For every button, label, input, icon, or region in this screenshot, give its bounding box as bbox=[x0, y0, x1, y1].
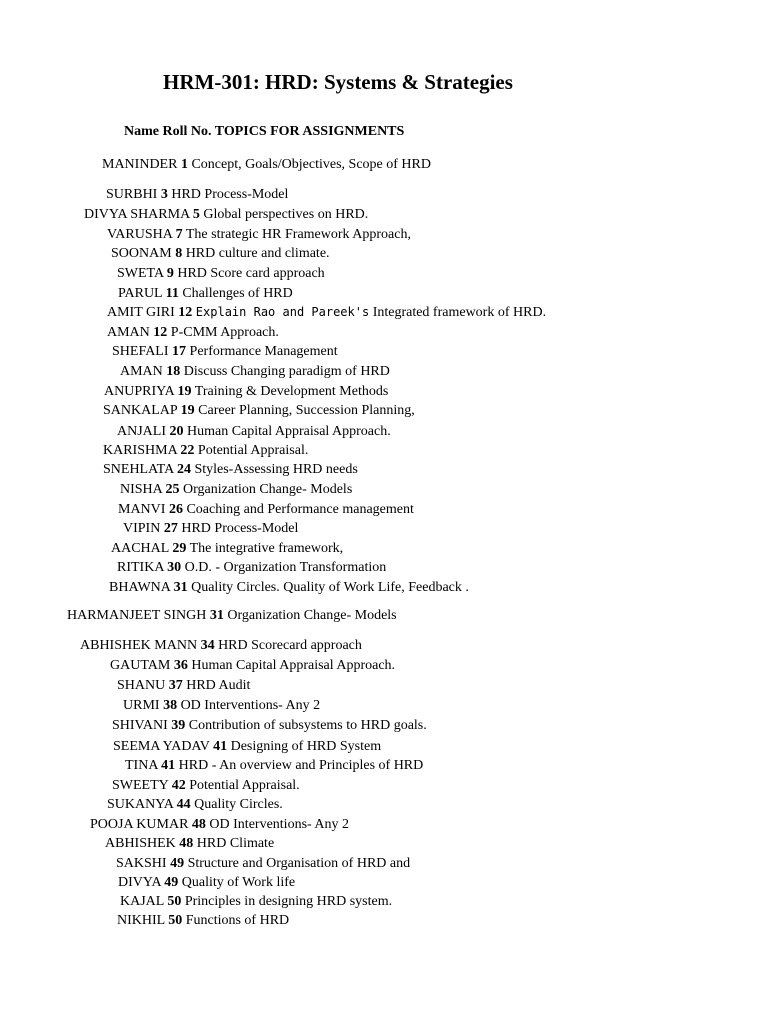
student-name: SHIVANI bbox=[112, 718, 168, 733]
student-name: SURBHI bbox=[106, 187, 158, 202]
student-name: KAJAL bbox=[120, 894, 164, 909]
assignment-topic: HRD culture and climate. bbox=[185, 246, 330, 261]
assignment-topic-continued: Integrated framework of HRD. bbox=[372, 305, 547, 320]
roll-number: 29 bbox=[172, 541, 187, 556]
assignment-topic: Potential Appraisal. bbox=[189, 778, 300, 793]
assignment-topic: Challenges of HRD bbox=[182, 286, 293, 301]
student-name: SAKSHI bbox=[116, 856, 167, 871]
list-item bbox=[107, 227, 411, 243]
list-item bbox=[111, 246, 330, 262]
student-name: TINA bbox=[125, 758, 158, 773]
roll-number: 24 bbox=[176, 462, 191, 477]
assignment-topic: Principles in designing HRD system. bbox=[184, 894, 393, 909]
list-item bbox=[118, 286, 293, 302]
roll-number: 31 bbox=[173, 580, 188, 595]
roll-number: 9 bbox=[166, 266, 174, 281]
list-item bbox=[112, 344, 338, 360]
roll-number: 34 bbox=[200, 638, 215, 653]
student-name: SWEETY bbox=[112, 778, 169, 793]
student-name: AMAN bbox=[120, 364, 163, 379]
assignment-topic: Organization Change- Models bbox=[227, 608, 397, 623]
roll-number: 11 bbox=[165, 286, 179, 301]
student-name: VARUSHA bbox=[107, 227, 173, 242]
roll-number: 50 bbox=[168, 913, 183, 928]
roll-number: 8 bbox=[175, 246, 183, 261]
roll-number: 48 bbox=[179, 836, 194, 851]
student-name: BHAWNA bbox=[109, 580, 171, 595]
roll-number: 41 bbox=[213, 739, 228, 754]
assignment-topic: O.D. - Organization Transformation bbox=[184, 560, 387, 575]
student-name: SANKALAP bbox=[103, 403, 178, 418]
assignment-topic: HRD Climate bbox=[196, 836, 275, 851]
roll-number: 44 bbox=[176, 797, 191, 812]
roll-number: 36 bbox=[173, 658, 188, 673]
roll-number: 30 bbox=[167, 560, 182, 575]
roll-number: 37 bbox=[168, 678, 183, 693]
roll-number: 5 bbox=[192, 207, 200, 222]
roll-number: 12 bbox=[178, 305, 193, 320]
list-item bbox=[117, 424, 391, 440]
list-item bbox=[102, 157, 431, 173]
assignment-topic: Quality of Work life bbox=[181, 875, 296, 890]
student-name: PARUL bbox=[118, 286, 163, 301]
assignment-topic: The integrative framework, bbox=[189, 541, 344, 556]
roll-number: 17 bbox=[172, 344, 187, 359]
assignment-topic: Global perspectives on HRD. bbox=[203, 207, 369, 222]
list-item bbox=[105, 836, 274, 852]
assignment-topic: HRD Process-Model bbox=[171, 187, 289, 202]
assignment-topic: Performance Management bbox=[189, 344, 338, 359]
roll-number: 22 bbox=[180, 443, 195, 458]
roll-number: 38 bbox=[163, 698, 178, 713]
roll-number: 19 bbox=[180, 403, 195, 418]
assignment-topic: Training & Development Methods bbox=[194, 384, 389, 399]
student-name: MANVI bbox=[118, 502, 166, 517]
column-header: Name Roll No. TOPICS FOR ASSIGNMENTS bbox=[124, 124, 405, 139]
student-name: AMIT GIRI bbox=[107, 305, 175, 320]
student-name: MANINDER bbox=[102, 157, 178, 172]
list-item bbox=[117, 678, 250, 694]
list-item bbox=[111, 541, 343, 557]
list-item bbox=[116, 856, 410, 872]
page-title: HRM-301: HRD: Systems & Strategies bbox=[163, 70, 513, 94]
assignment-topic: Contribution of subsystems to HRD goals. bbox=[188, 718, 427, 733]
roll-number: 42 bbox=[171, 778, 186, 793]
student-name: ABHISHEK MANN bbox=[80, 638, 198, 653]
roll-number: 20 bbox=[169, 424, 184, 439]
list-item bbox=[125, 758, 423, 774]
roll-number: 49 bbox=[170, 856, 185, 871]
assignment-topic: HRD Score card approach bbox=[177, 266, 325, 281]
assignment-topic: HRD Scorecard approach bbox=[218, 638, 362, 653]
student-name: SUKANYA bbox=[107, 797, 174, 812]
list-item bbox=[123, 521, 298, 537]
assignment-topic: Quality Circles. bbox=[194, 797, 283, 812]
list-item bbox=[117, 266, 325, 282]
roll-number: 39 bbox=[171, 718, 186, 733]
assignment-topic: HRD Process-Model bbox=[181, 521, 299, 536]
list-item bbox=[103, 462, 358, 478]
student-name: RITIKA bbox=[117, 560, 164, 575]
roll-number: 27 bbox=[163, 521, 178, 536]
student-name: ANJALI bbox=[117, 424, 166, 439]
assignment-topic: Quality Circles. Quality of Work Life, Feedback . bbox=[191, 580, 469, 595]
assignment-topic: Career Planning, Succession Planning, bbox=[198, 403, 415, 418]
assignment-topic: Styles-Assessing HRD needs bbox=[194, 462, 358, 477]
list-item bbox=[113, 739, 381, 755]
student-name: POOJA KUMAR bbox=[90, 817, 189, 832]
assignment-topic: Designing of HRD System bbox=[230, 739, 382, 754]
list-item bbox=[80, 638, 362, 654]
list-item bbox=[120, 482, 352, 498]
roll-number: 1 bbox=[180, 157, 188, 172]
list-item bbox=[90, 817, 349, 833]
assignment-topic: The strategic HR Framework Approach, bbox=[185, 227, 411, 242]
assignment-topic: P-CMM Approach. bbox=[170, 325, 279, 340]
student-name: DIVYA bbox=[118, 875, 161, 890]
assignment-topic: Functions of HRD bbox=[185, 913, 290, 928]
roll-number: 3 bbox=[160, 187, 168, 202]
roll-number: 41 bbox=[161, 758, 176, 773]
assignment-topic: Discuss Changing paradigm of HRD bbox=[183, 364, 390, 379]
assignment-topic: Human Capital Appraisal Approach. bbox=[187, 424, 391, 439]
list-item bbox=[112, 778, 300, 794]
roll-number: 7 bbox=[175, 227, 183, 242]
assignment-topic: Organization Change- Models bbox=[183, 482, 353, 497]
roll-number: 18 bbox=[166, 364, 181, 379]
assignment-topic: Explain Rao and Pareek's bbox=[195, 305, 370, 319]
student-name: URMI bbox=[123, 698, 160, 713]
assignment-topic: Coaching and Performance management bbox=[186, 502, 414, 517]
list-item bbox=[106, 187, 288, 203]
list-item bbox=[117, 560, 386, 576]
student-name: AMAN bbox=[107, 325, 150, 340]
student-name: HARMANJEET SINGH bbox=[67, 608, 207, 623]
student-name: NIKHIL bbox=[117, 913, 165, 928]
assignment-topic: Human Capital Appraisal Approach. bbox=[191, 658, 396, 673]
roll-number: 49 bbox=[164, 875, 179, 890]
list-item bbox=[118, 502, 414, 518]
roll-number: 31 bbox=[209, 608, 224, 623]
list-item bbox=[107, 325, 279, 341]
roll-number: 48 bbox=[191, 817, 206, 832]
assignment-topic: HRD - An overview and Principles of HRD bbox=[178, 758, 424, 773]
list-item bbox=[67, 608, 397, 624]
list-item bbox=[103, 443, 308, 459]
list-item bbox=[107, 304, 546, 321]
student-name: ANUPRIYA bbox=[104, 384, 175, 399]
roll-number: 26 bbox=[168, 502, 183, 517]
student-name: NISHA bbox=[120, 482, 163, 497]
list-item bbox=[120, 894, 392, 910]
roll-number: 12 bbox=[153, 325, 168, 340]
student-name: DIVYA SHARMA bbox=[84, 207, 190, 222]
assignment-topic: Potential Appraisal. bbox=[197, 443, 309, 458]
student-name: VIPIN bbox=[123, 521, 161, 536]
list-item bbox=[120, 364, 390, 380]
student-name: SHEFALI bbox=[112, 344, 169, 359]
assignment-topic: OD Interventions- Any 2 bbox=[209, 817, 350, 832]
assignment-topic: OD Interventions- Any 2 bbox=[180, 698, 321, 713]
student-name: SOONAM bbox=[111, 246, 172, 261]
student-name: SNEHLATA bbox=[103, 462, 174, 477]
assignment-topic: Concept, Goals/Objectives, Scope of HRD bbox=[191, 157, 431, 172]
list-item bbox=[109, 580, 469, 596]
assignment-topic: Structure and Organisation of HRD and bbox=[187, 856, 411, 871]
roll-number: 25 bbox=[165, 482, 180, 497]
list-item bbox=[117, 913, 289, 929]
student-name: KARISHMA bbox=[103, 443, 177, 458]
list-item bbox=[112, 718, 427, 734]
list-item bbox=[104, 384, 388, 400]
list-item bbox=[103, 403, 415, 419]
student-name: SEEMA YADAV bbox=[113, 739, 210, 754]
list-item bbox=[84, 207, 368, 223]
list-item bbox=[118, 875, 295, 891]
student-name: GAUTAM bbox=[110, 658, 171, 673]
list-item bbox=[123, 698, 320, 714]
list-item bbox=[110, 658, 395, 674]
student-name: SWETA bbox=[117, 266, 164, 281]
student-name: SHANU bbox=[117, 678, 166, 693]
assignment-topic: HRD Audit bbox=[186, 678, 251, 693]
roll-number: 19 bbox=[177, 384, 192, 399]
list-item bbox=[107, 797, 283, 813]
student-name: AACHAL bbox=[111, 541, 169, 556]
student-name: ABHISHEK bbox=[105, 836, 176, 851]
roll-number: 50 bbox=[167, 894, 182, 909]
